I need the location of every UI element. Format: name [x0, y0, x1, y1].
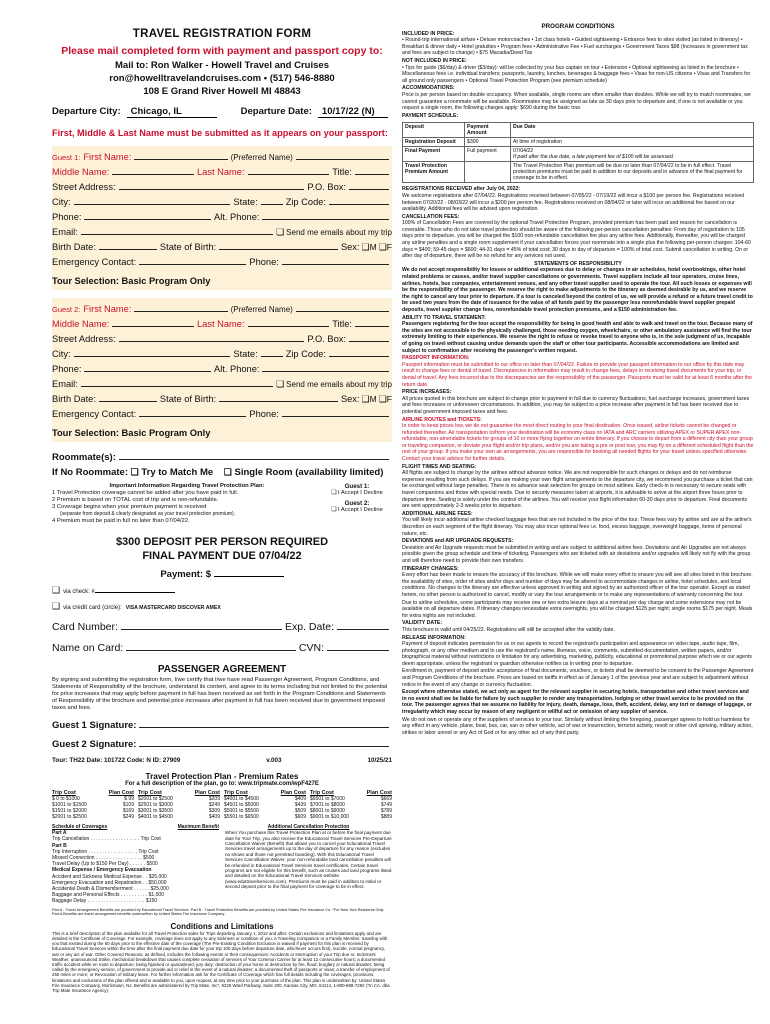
tpp-info-item: 3 Coverage begins when your premium payment is received [52, 504, 207, 510]
ability-text: Passengers registering for the tour accept the responsibility for being in good health and able to walk and travel on the tour. Because many of the sites are not accessible to the physically challenged, those needing oxygen, wheelchairs, or other ambulatory assistance will find the tour extremely limiting to their experiences. We reserve the right to refuse or revoke travel to anyone who is, in the sole judgment of us, incapable of going on travel without causing undue demands upon the staff or other tour participants. Accessible accommodations are limited and subject to confirmation after receiving the passenger's written request. [402, 321, 753, 354]
coverage-line: Accident and Sickness Medical Expense . . $25,000 [52, 873, 167, 880]
payment-schedule-row [403, 162, 754, 183]
guest-2-last-label: Last Name: [197, 319, 245, 329]
payment-schedule-cell: Final Payment [403, 147, 465, 162]
tpp-guest-2-label: Guest 2: [344, 500, 370, 507]
reg-received-heading: REGISTRATIONS RECEIVED after July 04, 2022: [402, 186, 521, 193]
email-phone: ron@howelltravelandcruises.com • (517) 546-8880 [109, 73, 335, 84]
guest-2-preferred-label: (Preferred Name) [230, 305, 293, 314]
guest-2-emergency-label: Emergency Contact: [52, 409, 137, 419]
schedule-heading: Schedule of Coverages [52, 824, 108, 830]
payment-schedule-cell: Registration Deposit [403, 138, 465, 147]
coverage-line: Baggage Delay . . . . . . . . . . . . . . . . . . . . . $150 [52, 898, 158, 905]
payment-schedule-cell: At time of registration [511, 138, 754, 147]
guest-2-title-field[interactable] [355, 317, 389, 327]
baggage-heading: ADDITIONAL AIRLINE FEES: [402, 510, 473, 517]
no-roommate-row [52, 467, 392, 478]
guest-1-send-emails-label: Send me emails about my trip [286, 228, 392, 237]
passport-heading: PASSPORT INFORMATION: [402, 355, 470, 362]
not-included-heading: NOT INCLUDED IN PRICE: [402, 57, 467, 64]
checkbox-icon[interactable]: ❑ [276, 379, 285, 389]
guest-2-section: Guest 2: First Name: (Preferred Name) Middle Name: Last Name: Title: Street Address: P.O. Box: City: State: Zip Code: Phone: Alt. Phone: Email: ❑ Send me emails about my trip Birth Date: State of Birth: Sex: ❑ M ❑ F Emergency Contact: Phone: Tour Selection: Basic Program Only [52, 298, 392, 442]
flight-heading: FLIGHT TIMES AND SEATING: [402, 463, 477, 470]
tour-code: Tour: TH22 Date: 101722 Code: N ID: 27909 [52, 757, 181, 764]
guest-2-title-label: Title: [332, 319, 352, 329]
guest-1-street-field[interactable] [119, 180, 305, 190]
name-on-card-field[interactable] [126, 641, 296, 651]
guest-1-phone-field[interactable] [84, 210, 211, 220]
passport-name-note: First, Middle & Last Name must be submitted as it appears on your passport: [52, 128, 388, 138]
rates-cell: $2001 to $2500 $249 [52, 814, 134, 820]
roommates-label: Roommate(s): [52, 452, 116, 463]
conditions-title: Conditions and Limitations [170, 921, 274, 931]
mail-to: Mail to: Ron Walker - Howell Travel and Cruises [115, 60, 329, 71]
additional-text: When You purchase this Travel Protection Plan at or before the final payment due date for Your Trip, you also receive the Educational Travel Services Pre-Departure Cancellation Waiver (Benefit) that allows you to cancel your Educational Travel Services travel arrangements up to the day of departure for any reason (excludes no shows and those not permitted boarding). With this Educational Travel Services Cancellation Waiver, your non-refundable land cancellation penalties will be refunded in Educational Travel Services travel certificates. Certain travel programs are not eligible for this benefit, such as cruises and land programs listed and detailed on the Educational Travel Services website (www.eduttravelservices.com). Premiums must be paid in addition to initial or second deposit prior to the final payment for coverage to be in effect. [225, 830, 392, 890]
coverage-line: Part B [52, 842, 67, 849]
card-label: via credit card (circle): [63, 605, 122, 611]
departure-city-value[interactable]: Chicago, IL [127, 106, 217, 118]
guest-1-first-name-field[interactable] [134, 150, 227, 160]
rates-cell: $5001 to $5500 $509 [224, 808, 306, 814]
rates-cell: $7001 to $8000 $749 [310, 802, 392, 808]
agreement-title: PASSENGER AGREEMENT [157, 664, 287, 675]
guest-1-email-field[interactable] [81, 225, 273, 235]
schedule-of-coverages [52, 824, 219, 905]
guest-2-sex-label: Sex: [340, 394, 360, 404]
payment-schedule-cell: 07/04/22 If paid after the due date, a late payment fee of $100 will be assessed. [511, 147, 754, 162]
guest-1-birth-label: Birth Date: [52, 242, 96, 252]
guest-1-first-name-label: First Name: [83, 152, 132, 162]
guest-1-state-birth-field[interactable] [219, 240, 338, 250]
coverage-line: Part A [52, 830, 67, 837]
guest-2-zip-label: Zip Code: [285, 349, 326, 359]
rates-table [52, 790, 392, 820]
tpp-info-item: (separate from deposit & clearly designated as your travel protection premium). [60, 511, 236, 517]
roommates-field[interactable] [119, 450, 389, 460]
guest-2-zip-field[interactable] [329, 347, 389, 357]
rates-cell: $4501 to $5000 $439 [224, 802, 306, 808]
guest-1-state-birth-label: State of Birth: [159, 242, 217, 252]
guest-2-last-field[interactable] [248, 317, 330, 327]
coverage-line: Emergency Evacuation and Repatriation . . $50,000 [52, 879, 167, 886]
payment-schedule-cell: Travel Protection Premium Amount [403, 162, 465, 183]
guest-2-first-name-field[interactable] [134, 302, 227, 312]
rates-header: Trip Cost Plan Cost [52, 790, 134, 796]
coverage-line: Accidental Death & Dismemberment . . . . . . $25,000 [52, 886, 169, 893]
program-conditions-title: PROGRAM CONDITIONS [541, 23, 615, 30]
guest-1-street-label: Street Address: [52, 182, 116, 192]
max-benefit-heading: Maximum Benefit [177, 824, 219, 830]
rates-cell: $1001 to $1500 $109 [52, 802, 134, 808]
deposit-notice [52, 535, 392, 563]
payment-schedule-table [402, 122, 754, 183]
coverage-line: Trip Cancellation . . . . . . . . . . . . . . . . . . Trip Cost [52, 836, 161, 843]
checkbox-icon[interactable]: ❑ [378, 394, 387, 404]
additional-heading: Additional Cancellation Protection [267, 824, 350, 830]
baggage-text: You will likely incur additional airline checked baggage fees that are not included in the price of the tour. These fees vary by airline and are at the airline's discretion on each segment of the flight itinerary. You may also incur optional fees i.e. food, excess baggage, overweight baggage, items of personal nature, etc. [402, 517, 752, 537]
guest-1-zip-field[interactable] [329, 195, 389, 205]
coverage-line: Baggage and Personal Effects . . . . . . . . . . $1,000 [52, 892, 164, 899]
tpp-info-item: 4 Premium must be paid in full no later than 07/04/22. [52, 518, 190, 524]
guest-1-emergency-label: Emergency Contact: [52, 257, 137, 267]
guest-2-ec-phone-label: Phone: [249, 409, 279, 419]
payment-row [52, 569, 392, 580]
exception-text: Except where otherwise stated, we act only as agent for the relevant supplier in securing hotels, transportation and other travel services and in no event shall we be liable for failure by such supplier to render any transportation, lodging or other travel service to be provided on the tour. The passenger agrees that we assume no liability for injury, death, damage, loss, theft, accident, delay, any tort or damage of luggage, or irregularity which may occur by reason of any negligent or willful act or omission of any supplier of service. [402, 689, 752, 716]
schedule-section [52, 824, 392, 905]
checkbox-icon[interactable]: ❑ [223, 467, 232, 477]
guest-2-state-birth-field[interactable] [219, 392, 338, 402]
reg-received-text: We welcome registrations after 07/04/22. Registrations received between 07/05/22 - 07/19/22 will incur a $100 per person fee. Registrations received between 07/20/22 - 08/03/22 will incur a $200 per person fee. Registrations received on 08/04/22 or later will incur an additional fee based on our availability. Additional fees will be advised upon registration. [402, 192, 745, 213]
validity-text: This brochure is valid until 04/25/22. Registrations will still be accepted after the validity date. [402, 626, 615, 633]
exp-date-label: Exp. Date: [284, 621, 334, 633]
single-room-label: Single Room (availability limited) [234, 467, 384, 478]
tpp-info-item: 2 Premium is based on TOTAL cost of trip and is non-refundable. [52, 497, 219, 503]
deviation-text: Deviation and Air Upgrade requests must be submitted in writing and are subject to additional airline fees. Deviations and Air Upgrades are not always possible given the group schedule and time of ticketing. Passengers who are ticketed with air deviations and/or upgrades will likely not fly with the group and will therefore need to provide their own transfers. [402, 544, 751, 564]
checkbox-icon[interactable]: ❑ [331, 490, 338, 496]
part-note: Part A - Travel Arrangement Benefits are provided by Educational Travel Services. Part B - Travel Protection Benefits are provided by United States Fire Insurance Co. *For New York Residents Only: Part A Benefits are travel arrangement benefits underwritten by United States Fire Insurance Company. [52, 907, 385, 917]
version: v.003 [266, 757, 282, 764]
check-row [52, 585, 392, 596]
not-included-text: • Tips for guide ($6/day) & driver ($3/day): will be collected by your bus captain on tour • Extension • Optional sightseeing as listed in the brochure • Miscellaneous fees i.e. individual transfers; passports, laundry, lunches, beverages & baggage fees • Visas for non-US citizens • Visas and Transfers for all ground only passengers • Optional Travel Protection Program (see premium schedule) [402, 64, 751, 84]
rates-cell: $5501 to $6500 $609 [224, 814, 306, 820]
guest-2-po-label: P.O. Box: [307, 334, 346, 344]
program-conditions-column [402, 24, 754, 737]
accommodations-text: Price is per person based on double occupancy. When available, single rooms are often smaller than doubles. While we will try to match roommates, we cannot guarantee a roommate will be available. Roommates may be assigned as late as 30 days prior to departure and, if one is not available or you request a single room, the following charges apply: $690 during the basic tour. [402, 91, 751, 112]
checkbox-icon[interactable]: ❑ [52, 601, 61, 611]
payment-schedule-heading: PAYMENT SCHEDULE: [402, 112, 459, 119]
payment-schedule-row [403, 123, 754, 138]
name-on-card-row [52, 641, 392, 654]
guest-1-ec-phone-label: Phone: [249, 257, 279, 267]
departure-date-label: Departure Date: [240, 106, 312, 117]
guest-2-preferred-field[interactable] [296, 302, 389, 312]
itinerary-text-2: Due to airline schedules, some participants may receive one or two extra leisure days at a nominal per day charge and some extensions may not be available on all departure dates. If itinerary changes necessitate extra overnights, you will be charged $125 per night; single rooms $175 per night. Meals for extra nights are not included. [402, 599, 753, 619]
price-increases-text: All prices quoted in this brochure are subject to change prior to payment in full due to currency fluctuations, fuel surcharge increases, government taxes and fees increases or unforeseen circumstances. In addition, you may be subject to a price increase after payment in full has been received due to potential government imposed taxes and fees. [402, 395, 750, 415]
guest-1-phone-label: Phone: [52, 212, 82, 222]
checkbox-icon[interactable]: ❑ [52, 585, 61, 595]
accommodations-heading: ACCOMMODATIONS: [402, 85, 455, 92]
guest-2-alt-phone-label: Alt. Phone: [214, 364, 260, 374]
guest-2-birth-label: Birth Date: [52, 394, 96, 404]
cvn-field[interactable] [327, 641, 389, 651]
checkbox-icon[interactable]: ❑ [130, 467, 139, 477]
rates-cell: $8001 to $9000 $789 [310, 808, 392, 814]
guest-1-birth-field[interactable] [99, 240, 157, 250]
guest-2-city-label: City: [52, 349, 71, 359]
guest-2-signature-row [52, 737, 392, 750]
tpp-info-heading: Important Information Regarding Travel Protection Plan: [109, 483, 265, 489]
guest-2-label: Guest 2: [52, 305, 81, 314]
rates-cell: $4001 to $4500 $409 [224, 796, 306, 802]
payment-schedule-cell: Payment Amount [465, 123, 511, 138]
checkbox-icon[interactable]: ❑ [361, 242, 370, 252]
final-payment-line: FINAL PAYMENT DUE 07/04/22 [142, 550, 302, 562]
guest-2-state-birth-label: State of Birth: [159, 394, 217, 404]
guest-1-alt-phone-label: Alt. Phone: [214, 212, 260, 222]
guest-2-alt-phone-field[interactable] [262, 362, 389, 372]
guest-1-signature-row [52, 718, 392, 731]
price-increases-heading: PRICE INCREASES: [402, 389, 452, 396]
guest-2-email-field[interactable] [81, 377, 273, 387]
coverage-line: Missed Connection . . . . . . . . . . . . . . . . . $500 [52, 855, 155, 862]
rates-header: Trip Cost Plan Cost [138, 790, 220, 796]
payment-schedule-cell: The Travel Protection Plan premium will be due no later than 07/04/22 to be in full effect. Travel protection premiums must be paid in addition to our deposits and in advance of the final payment for coverage to be in effect. [511, 162, 754, 183]
payment-schedule-cell: Due Date [511, 123, 754, 138]
responsibility-heading: STATEMENTS OF RESPONSIBILITY [534, 260, 622, 267]
payment-schedule-row [403, 138, 754, 147]
coverage-line: Trip Interruption . . . . . . . . . . . . . . . . . . Trip Cost [52, 848, 159, 855]
cancellation-heading: CANCELLATION FEES: [402, 213, 460, 220]
guest-1-emergency-field[interactable] [139, 255, 246, 265]
payment-field[interactable] [214, 576, 284, 577]
ability-heading: ABILITY TO TRAVEL STATEMENT: [402, 314, 486, 321]
guest-2-po-field[interactable] [349, 332, 389, 342]
release-heading: RELEASE INFORMATION: [402, 634, 466, 641]
guest-1-preferred-label: (Preferred Name) [230, 153, 293, 162]
airline-heading: AIRLINE ROUTES and TICKETS: [402, 416, 482, 423]
guest-1-state-field[interactable] [261, 195, 283, 205]
guest-1-signature-label: Guest 1 Signature: [52, 720, 137, 731]
guest-1-preferred-field[interactable] [296, 150, 389, 160]
checkbox-icon[interactable]: ❑ [378, 242, 387, 252]
flight-text: All flights are subject to change by the airlines without advance notice. We are not responsible for such changes or delays and do not reimburse expenses resulting from such delays. If you are making your own flight arrangements to the departure city, we recommend you purchase a ticket that can be exchanged without large penalties. There is no advance seat selection for groups on most airlines. Early check-in is necessary to secure seats with travel companions and those with special needs. Due to security measures taken at airports, it is advisable to arrive at the airport three hours prior to departure time. Seating is solely under the control of the airlines. You will receive your flight information 60-30 days prior to departure. Final documents are sent approximately 2-3 weeks prior to departure. [402, 470, 753, 510]
guest-2-phone-field[interactable] [84, 362, 211, 372]
tpp-subtitle: For a full description of the plan, go to: www.tripmate.com/wpF427E [125, 781, 319, 787]
enrollment-text: Enrollment in, payment of deposit and/or acceptance of final documents, vouchers, or tickets shall be deemed to be consent to the Passenger Agreement and Program Conditions of the brochure. Prices are based on tariffs in effect as of January 1 of the previous year and are subject to adjustment without notice in the event of any change or currency fluctuation. [402, 668, 754, 688]
passport-text: Passport information must be submitted to our office no later than 07/04/22. Failure to provide your passport information to our office by this date may result in change fees or denial of travel. Discrepancies in information may result in change fees, delays in receiving travel documents for your trip, or denial of travel. Any fees incurred due to the discrepancies are the responsibility of the passenger. Passports must be valid for at least 6 months after the return date. [402, 361, 753, 388]
itinerary-text: Every effort has been made to ensure the accuracy of this brochure. While we will make every effort to ensure you will see all sites listed in this brochure, the availability of sites, order of sites and/or days and number of days may be altered to accommodate changes in airline, hotel schedules, and local conditions. No changes to the itinerary are effective unless approved in writing and signed by an authorized officer of the tour operator. Except as stated herein, no other person is authorized to cancel, modify or vary the tour arrangements or to make any representations of warranty concerning the tour. [402, 572, 753, 598]
card-types[interactable]: VISA MASTERCARD DISCOVER AMEX [125, 605, 221, 611]
validity-heading: VALIDITY DATE: [402, 620, 443, 627]
card-type-row [52, 601, 392, 612]
rates-cell: $ 0 to $1000 $ 99 [52, 796, 134, 802]
guest-1-city-field[interactable] [74, 195, 231, 205]
card-number-label: Card Number: [52, 621, 118, 633]
rates-cell: $1501 to $2000 $169 [52, 808, 134, 814]
departure-date-value[interactable]: 10/17/22 (N) [318, 106, 388, 118]
guest-1-label: Guest 1: [52, 153, 81, 162]
coverage-line: Medical Expense / Emergency Evacuation [52, 867, 152, 874]
checkbox-icon[interactable]: ❑ [331, 507, 338, 513]
checkbox-icon[interactable]: ❑ [361, 394, 370, 404]
guest-1-section: Guest 1: First Name: (Preferred Name) Middle Name: Last Name: Title: Street Address: P.O. Box: City: State: Zip Code: Phone: Alt. Phone: Email: ❑ Send me emails about my trip Birth Date: State of Birth: Sex: ❑ M ❑ F Emergency Contact: Phone: Tour Selection: Basic Program Only [52, 146, 392, 290]
guest-1-ec-phone-field[interactable] [282, 255, 389, 265]
guest-1-po-field[interactable] [349, 180, 389, 190]
guest-2-signature-label: Guest 2 Signature: [52, 739, 137, 750]
rates-cell: $3001 to $3500 $309 [138, 808, 220, 814]
conditions-text: This is a brief description of the plan available for all Travel Protection sales for Trips departing January 1, 2013 and after. Certain exclusions and limitations apply and are detailed in the Certificate of Coverage. For example, coverage does not apply to any Sickness or condition of you, a Traveling Companion or a Family Member, traveling with you that existed during the 60 days prior to the effective date of the coverage (The Pre-Existing Condition Exclusion is waived if payment for this plan is received by Educational Travel Services within the time after the final payment due date for your trip 100 days before departure date, whichever occurs first), suicide, normal pregnancy, war or any act of war. Other Covered Reasons, as defined, includes the following events or their consequences: Accidents or Interruption of your Trip due to: Inclement Weather, unannounced Strike, mechanical breakdown that causes complete cessation of services of Your Common Carrier for at least 12 consecutive hours; a documented traffic accident while en route to departure; being hijacked or quarantined; jury duty; destruction of your home or destruction by fire, flood, burglary or natural disaster; being called by the emergency service, of government to provide aid or relief in the event of a natural disaster; a documented theft of passports or visas; a transfer of employment of 250 miles or more; or Revocation of military leave. For further information ask for the Certificate of Coverage which has full details including the coverages, provisions, limitations and exclusions of the plan offered and is available to you, upon request, at any time prior to your purchase of the plan. This plan is underwritten by: United States Fire Insurance Company, Morristown, NJ. Benefits are administered by Trip Mate, Inc*, 9225 Ward Parkway, Suite 200, Kansas City, MO, 64114, 1-800-888-7292 (*In CA, dba Trip Mate Insurance Agency). [52, 930, 390, 994]
roommates-row [52, 450, 392, 463]
cancellation-text: 100% of Cancellation Fees are covered by the optional Travel Protection Program, provided premium has been paid and reason for cancellation is coverable. Those who do not take travel protection should be aware of the following per-person cancellation penalties: From day of registration to 105 days prior to departure, you will be charged the $100 non-refundable cancellation fee plus any airline fees. Additionally, thereafter, you will be charged any airline penalties and a single room supplement if your cancellation forces your roommate into a single plus the following per-person charges: 104-60 days = $400; 59-45 days = $600; 44-31 days = 45% of total cost; 30 days to day of departure = 100% of total cost. Submit cancellation in writing. On or after day of departure, there will be no refund for any services not used. [402, 220, 751, 260]
card-number-field[interactable] [121, 620, 282, 630]
guest-2-emergency-field[interactable] [139, 407, 246, 417]
tpp-info-box [52, 483, 392, 525]
tpp-guest-1-options[interactable]: ❑ I Accept I Decline [331, 490, 383, 496]
guest-2-street-field[interactable] [119, 332, 305, 342]
guest-2-street-label: Street Address: [52, 334, 116, 344]
coverage-line: Travel Delay (Up to $150 Per Day) . . . . . . $500 [52, 861, 158, 868]
try-match-label: Try to Match Me [141, 467, 214, 478]
guest-2-state-field[interactable] [261, 347, 283, 357]
guest-2-middle-label: Middle Name: [52, 319, 110, 329]
left-column [52, 24, 392, 993]
additional-cancellation [225, 824, 392, 905]
rates-header: Trip Cost Plan Cost [310, 790, 392, 796]
card-number-row [52, 620, 392, 633]
guest-1-tour-selection[interactable]: Tour Selection: Basic Program Only [52, 276, 211, 286]
itinerary-heading: ITINERARY CHANGES: [402, 565, 459, 572]
mail-instructions: Please mail completed form with payment and passport copy to: [61, 45, 383, 57]
payment-schedule-row [403, 147, 754, 162]
payment-label: Payment: $ [160, 569, 212, 580]
payment-schedule-cell: Deposit [403, 123, 465, 138]
responsibility-text: We do not accept responsibility for losses or additional expenses due to delay or changes in air schedules, hotel overbookings, other hotel related problems or causes, and/or travel supplier cancellations or governments. Travel suppliers include all tour operators, cruise lines, airlines, hotels, bus companies, entertainment venues, and any other travel supplier used to operate the tour. All such losses or expenses will be the responsibility of the passenger. We reserve the right to make adjustments to the itinerary as deemed desirable by us, and we reserve the right to cancel any tour prior to departure. If a tour is canceled beyond the control of us, we will provide a refund or a future travel credit to be used two years from the date of issuance for the value of all funds paid by the passenger less nonrefundable travel supplier prepaid deposits, travel supplier change fees, nonrefundable travel protection premiums, and a $150 administration fee. [402, 267, 753, 313]
payment-schedule-cell [465, 162, 511, 183]
guest-1-po-label: P.O. Box: [307, 182, 346, 192]
guest-1-city-label: City: [52, 197, 71, 207]
departure-row [52, 106, 392, 118]
name-on-card-label: Name on Card: [52, 642, 124, 654]
rates-cell: $6501 to $7000 $669 [310, 796, 392, 802]
guest-1-state-label: State: [233, 197, 258, 207]
rates-header: Trip Cost Plan Cost [224, 790, 306, 796]
guest-1-title-label: Title: [332, 167, 352, 177]
guest-2-city-field[interactable] [74, 347, 231, 357]
guest-2-tour-selection[interactable]: Tour Selection: Basic Program Only [52, 428, 211, 438]
rates-cell: $4001 to $4500 $409 [138, 814, 220, 820]
airline-text: In order to keep prices low, we do not guarantee the most direct routing to your final destination. Once issued, airline tickets cannot be changed or refunded thereafter. Air transportation to/from your destination will be economy class on IATA and ARC carriers utilizing APEX or SUPER APEX non-refundable, non-amendable tickets for groups of 10 or more flying together on entire itinerary. If you choose to depart from a different city than your group or traveling companion, or deviate your flight and/or trip plans, and/or you are taking a pre or post tour, you may fly on a different scheduled flight than the rest of your group. If you make your own air arrangements, you are responsible for booking all needed flights for your travel unless specified otherwise. Contact your travel advisor for further details. [402, 423, 754, 463]
deviation-heading: DEVIATIONS and AIR UPGRADE REQUESTS: [402, 538, 514, 545]
agreement-text: By signing and submitting the registration form, I/we certify that I/we have read Passenger Agreement, Program Conditions, and Statements of Responsibility of the brochure, understand its content, and agree to its terms including but not limited to the potential for price increases that may apply before payment in full has been received as set forth in the Program Conditions and Statements of Responsibility of the brochure and potential price increases after payment in full has been received due to government imposed taxes and fees. [52, 677, 388, 711]
included-heading: INCLUDED IN PRICE: [402, 30, 455, 37]
guest-2-send-emails-label: Send me emails about my trip [286, 380, 392, 389]
guest-2-state-label: State: [233, 349, 258, 359]
release-text: Payment of deposit indicates permission for us or our agents to record the registrant's participation and appearance on video tape, audio tape, film, photograph, or any other medium and to use the registrant's name, likeness, voice, comments, submitted documentation, written papers, and/or biographical material without restrictions or limitation for any advertising, marketing, publicity, educational or promotional purpose which we or our agents deem appropriate, unless the registrant or guardian otherwise notifies us in writing prior to departure. [402, 641, 752, 667]
exp-date-field[interactable] [337, 620, 389, 630]
tpp-guest-2-options[interactable]: ❑ I Accept I Decline [331, 507, 383, 513]
rates-cell: $9001 to $10,000 $889 [310, 814, 392, 820]
tpp-title: Travel Protection Plan - Premium Rates [145, 772, 299, 781]
guest-2-ec-phone-field[interactable] [282, 407, 389, 417]
guest-2-first-name-label: First Name: [83, 304, 132, 314]
guest-1-last-label: Last Name: [197, 167, 245, 177]
deposit-line: $300 DEPOSIT PER PERSON REQUIRED [115, 536, 329, 548]
tour-code-row [52, 757, 392, 764]
form-title: TRAVEL REGISTRATION FORM [132, 28, 312, 40]
included-text: • Round-trip international airfare • Deluxe motorcoaches • 1st class hotels • Guided sightseeing • Entrance fees to sites visited (as listed in itinerary) • Breakfast & dinner daily • Hotel gratuities • Program fees • Administrative Fee • Fuel surcharges • Government Taxes $98 (Increases in government tax and fees are subject to change) • $75 Macadia/Deed Tax [402, 37, 748, 57]
guest-2-birth-field[interactable] [99, 392, 157, 402]
guest-2-signature-field[interactable] [139, 737, 389, 747]
guest-1-zip-label: Zip Code: [285, 197, 326, 207]
guest-1-email-label: Email: [52, 227, 78, 237]
check-label: via check: # [63, 589, 95, 595]
no-roommate-label: If No Roommate: [52, 467, 128, 478]
guest-2-middle-field[interactable] [112, 317, 194, 327]
guest-1-middle-label: Middle Name: [52, 167, 110, 177]
version-date: 10/25/21 [367, 757, 392, 764]
guest-1-sex-label: Sex: [340, 242, 360, 252]
guest-1-last-field[interactable] [248, 165, 330, 175]
payment-schedule-cell: Full payment [465, 147, 511, 162]
guest-1-alt-phone-field[interactable] [262, 210, 389, 220]
guest-1-title-field[interactable] [355, 165, 389, 175]
final-text: We do not own or operate any of the suppliers of services to your tour. Similarly without limiting the foregoing, passenger agrees to hold us harmless for any effect in any vehicle, plane, boat, bus, car, van or other vehicle, act of war or insurrection, terrorist activity, revolt or other civil uprising, military action, strikes or labor unrest or any Act of God or for any other act of any third party. [402, 716, 753, 736]
tpp-info-item: 1 Travel Protection coverage cannot be added after you have paid in full. [52, 490, 239, 496]
rates-cell: $2501 to $3000 $249 [138, 802, 220, 808]
payment-schedule-cell: $300 [465, 138, 511, 147]
rates-cell: $2001 to $2500 $209 [138, 796, 220, 802]
departure-city-label: Departure City: [52, 106, 121, 117]
cvn-label: CVN: [298, 642, 324, 654]
guest-1-signature-field[interactable] [139, 718, 389, 728]
checkbox-icon[interactable]: ❑ [276, 227, 285, 237]
tpp-guest-1-label: Guest 1: [344, 483, 370, 490]
guest-2-email-label: Email: [52, 379, 78, 389]
guest-1-middle-field[interactable] [112, 165, 194, 175]
check-field[interactable] [95, 592, 175, 593]
mail-address: 108 E Grand River Howell MI 48843 [143, 86, 301, 97]
guest-2-phone-label: Phone: [52, 364, 82, 374]
